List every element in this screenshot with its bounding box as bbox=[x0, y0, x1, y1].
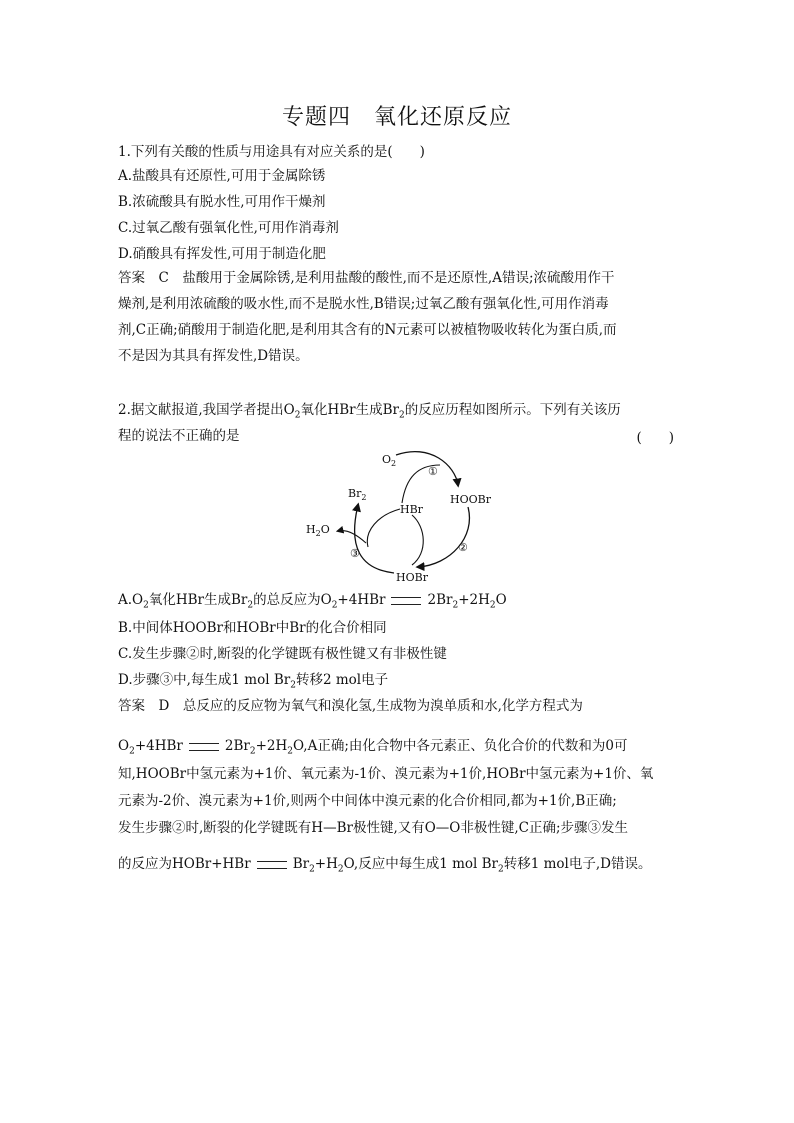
text: A.O bbox=[118, 592, 144, 608]
subscript: 2 bbox=[247, 600, 254, 611]
text: +4HBr bbox=[337, 592, 386, 608]
text: 转移2 mol电子 bbox=[295, 672, 389, 688]
q1-option-a: A.盐酸具有还原性,可用于金属除锈 bbox=[118, 168, 326, 184]
q2-answer-line5: 发生步骤②时,断裂的化学键既有H—Br极性键,又有O—O非极性键,C正确;步骤③发生 bbox=[118, 820, 629, 836]
q1-stem: 1.下列有关酸的性质与用途具有对应关系的是( ) bbox=[118, 144, 425, 160]
step3-marker: ③ bbox=[350, 547, 360, 560]
h2o-label: $H_2O$ bbox=[306, 523, 330, 538]
q2-answer-line4: 元素为-2价、溴元素为+1价,则两个中间体中溴元素的化合价相同,都为+1价,B正确; bbox=[118, 793, 617, 809]
step2-marker: ② bbox=[458, 541, 468, 554]
subscript: 2 bbox=[287, 746, 293, 757]
q1-answer bbox=[118, 265, 678, 369]
text: O bbox=[118, 738, 130, 754]
subscript: 2 bbox=[331, 600, 338, 611]
q2-answer-line2 bbox=[118, 736, 627, 762]
subscript: 2 bbox=[489, 600, 496, 611]
text: 的总反应为O bbox=[253, 592, 332, 608]
q2-option-d bbox=[118, 670, 388, 696]
text: +2H bbox=[255, 738, 288, 754]
q1-option-d: D.硝酸具有挥发性,可用于制造化肥 bbox=[118, 246, 326, 262]
text: Br bbox=[292, 856, 310, 872]
subscript: 2 bbox=[249, 746, 256, 757]
reaction-cycle-diagram bbox=[300, 447, 520, 587]
hbr-to-hobr-arc bbox=[412, 515, 423, 565]
subscript: 2 bbox=[143, 600, 149, 611]
q2-answer-line1: 答案 D 总反应的反应物为氧气和溴化氢,生成物为溴单质和水,化学方程式为 bbox=[118, 698, 583, 714]
subscript: 2 bbox=[337, 864, 344, 875]
text: +2H bbox=[458, 592, 490, 608]
step1-arrow bbox=[396, 452, 458, 485]
q2-answer-paren: ( ) bbox=[636, 430, 674, 446]
q1-answer-line: 剂,C正确;硝酸用于制造化肥,是利用其含有的N元素可以被植物吸收转化为蛋白质,而 bbox=[118, 322, 617, 338]
equals-sign bbox=[391, 597, 421, 605]
o2-label: $O_2$ bbox=[382, 453, 397, 468]
subscript: 2 bbox=[294, 410, 301, 421]
q1-option-c: C.过氧乙酸有强氧化性,可用作消毒剂 bbox=[118, 220, 339, 236]
q1-answer-line: 燥剂,是利用浓硫酸的吸水性,而不是脱水性,B错误;过氧乙酸有强氧化性,可用作消毒 bbox=[118, 296, 609, 312]
h2o-release-arrow bbox=[338, 531, 366, 544]
subscript: 2 bbox=[309, 864, 315, 875]
subscript: 2 bbox=[290, 680, 296, 691]
q2-stem-text: 氧化HBr生成Br bbox=[300, 402, 400, 418]
text: 氧化HBr生成Br bbox=[148, 592, 248, 608]
subscript: 2 bbox=[452, 600, 459, 611]
text: +H bbox=[314, 856, 338, 872]
text: O,A正确;由化合物中各元素正、负化合价的代数和为0可 bbox=[293, 738, 628, 754]
q2-option-c: C.发生步骤②时,断裂的化学键既有极性键又有非极性键 bbox=[118, 646, 447, 662]
equals-sign bbox=[257, 861, 287, 869]
page-title: 专题四 氧化还原反应 bbox=[281, 105, 512, 130]
q2-stem-text: 2.据文献报道,我国学者提出O bbox=[118, 402, 295, 418]
subscript: 2 bbox=[129, 746, 135, 757]
text: +4HBr bbox=[134, 738, 183, 754]
text: 转移1 mol电子,D错误。 bbox=[503, 856, 652, 872]
hbr-label: HBr bbox=[400, 503, 423, 516]
step1-marker: ① bbox=[428, 465, 438, 478]
q2-stem-line2: 程的说法不正确的是 bbox=[118, 428, 240, 444]
text: 的反应为HOBr+HBr bbox=[118, 856, 251, 872]
text: 2Br bbox=[427, 592, 453, 608]
q1-answer-line: 不是因为其具有挥发性,D错误。 bbox=[118, 348, 309, 364]
q1-answer-line: 答案 C 盐酸用于金属除锈,是利用盐酸的酸性,而不是还原性,A错误;浓硫酸用作干 bbox=[118, 270, 615, 286]
q2-stem-text: 的反应历程如图所示。下列有关该历 bbox=[404, 402, 621, 418]
q2-stem-line1 bbox=[118, 400, 621, 426]
text: O bbox=[495, 592, 507, 608]
text: 2Br bbox=[224, 738, 250, 754]
equals-sign bbox=[189, 743, 219, 751]
q1-option-b: B.浓硫酸具有脱水性,可用作干燥剂 bbox=[118, 194, 326, 210]
subscript: 2 bbox=[399, 410, 405, 421]
q2-option-b: B.中间体HOOBr和HOBr中Br的化合价相同 bbox=[118, 620, 387, 636]
br2-label: $Br_2$ bbox=[348, 487, 367, 502]
step2-arrow bbox=[418, 507, 469, 567]
subscript: 2 bbox=[498, 864, 504, 875]
hobr-label: HOBr bbox=[396, 571, 428, 584]
q2-option-a bbox=[118, 590, 507, 616]
q2-answer-line3: 知,HOOBr中氢元素为+1价、氧元素为-1价、溴元素为+1价,HOBr中氢元素为+1价、氧 bbox=[118, 766, 654, 782]
text: O,反应中每生成1 mol Br bbox=[343, 856, 498, 872]
q2-answer-line6 bbox=[118, 854, 651, 880]
hoobr-label: HOOBr bbox=[450, 493, 491, 506]
hbr-to-br2-arc bbox=[367, 509, 400, 547]
text: D.步骤③中,每生成1 mol Br bbox=[118, 672, 291, 688]
